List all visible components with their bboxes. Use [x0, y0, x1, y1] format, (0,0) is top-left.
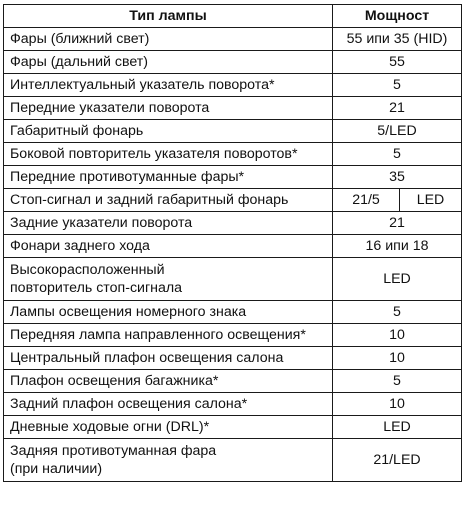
- lamp-name: Передняя лампа направленного освещения*: [4, 324, 333, 347]
- lamp-name: Лампы освещения номерного знака: [4, 301, 333, 324]
- lamp-name: Задние указатели поворота: [4, 212, 333, 235]
- table-row: [4, 120, 462, 143]
- table-row: [4, 97, 462, 120]
- lamp-name-line: Задняя противотуманная фара: [10, 443, 217, 459]
- lamp-name: Плафон освещения багажника*: [4, 370, 333, 393]
- lamp-power: 35: [333, 166, 462, 189]
- lamp-power: 10: [333, 347, 462, 370]
- lamp-power: 5/LED: [333, 120, 462, 143]
- table-row: [4, 166, 462, 189]
- lamp-power: 55 ипи 35 (HID): [333, 28, 462, 51]
- lamp-power-table: [3, 4, 462, 482]
- lamp-power: 5: [333, 301, 462, 324]
- header-power: Мощност: [333, 5, 462, 28]
- lamp-power-bulb: 21/5: [333, 189, 400, 212]
- lamp-name: Стоп-сигнал и задний габаритный фонарь: [4, 189, 333, 212]
- lamp-name-line: Высокорасположенный: [10, 262, 165, 278]
- table-row: [4, 51, 462, 74]
- lamp-name: Фары (дальний свет): [4, 51, 333, 74]
- lamp-power: 5: [333, 370, 462, 393]
- lamp-power-led: LED: [400, 189, 462, 212]
- lamp-name: Дневные ходовые огни (DRL)*: [4, 416, 333, 439]
- lamp-name-line: повторитель стоп-сигнала: [10, 280, 183, 296]
- table-row: [4, 189, 462, 212]
- lamp-name: Интеллектуальный указатель поворота*: [4, 74, 333, 97]
- lamp-power: LED: [333, 258, 462, 301]
- table-row: [4, 212, 462, 235]
- lamp-power: LED: [333, 416, 462, 439]
- lamp-power: 55: [333, 51, 462, 74]
- table-row: [4, 74, 462, 97]
- table-row: [4, 416, 462, 439]
- lamp-power: 10: [333, 393, 462, 416]
- lamp-name: Передние противотуманные фары*: [4, 166, 333, 189]
- table-row: [4, 301, 462, 324]
- table-header-row: [4, 5, 462, 28]
- lamp-name: Фонари заднего хода: [4, 235, 333, 258]
- lamp-name: [4, 258, 333, 301]
- table-row: [4, 347, 462, 370]
- lamp-name: [4, 439, 333, 482]
- header-lamp-type: Тип лампы: [4, 5, 333, 28]
- table-row: [4, 143, 462, 166]
- lamp-name: Центральный плафон освещения салона: [4, 347, 333, 370]
- lamp-power: 21/LED: [333, 439, 462, 482]
- lamp-name: Фары (ближний свет): [4, 28, 333, 51]
- lamp-name: Задний плафон освещения салона*: [4, 393, 333, 416]
- lamp-power: 10: [333, 324, 462, 347]
- lamp-name: Боковой повторитель указателя поворотов*: [4, 143, 333, 166]
- table-row: [4, 258, 462, 301]
- table-row: [4, 235, 462, 258]
- table-row: [4, 324, 462, 347]
- lamp-name: Габаритный фонарь: [4, 120, 333, 143]
- table-row: [4, 370, 462, 393]
- table-row: [4, 439, 462, 482]
- lamp-power: 21: [333, 212, 462, 235]
- table-row: [4, 28, 462, 51]
- lamp-power: 5: [333, 143, 462, 166]
- lamp-power: 5: [333, 74, 462, 97]
- lamp-name-line: (при наличии): [10, 461, 103, 477]
- lamp-name: Передние указатели поворота: [4, 97, 333, 120]
- lamp-power: 21: [333, 97, 462, 120]
- table-row: [4, 393, 462, 416]
- lamp-power: 16 ипи 18: [333, 235, 462, 258]
